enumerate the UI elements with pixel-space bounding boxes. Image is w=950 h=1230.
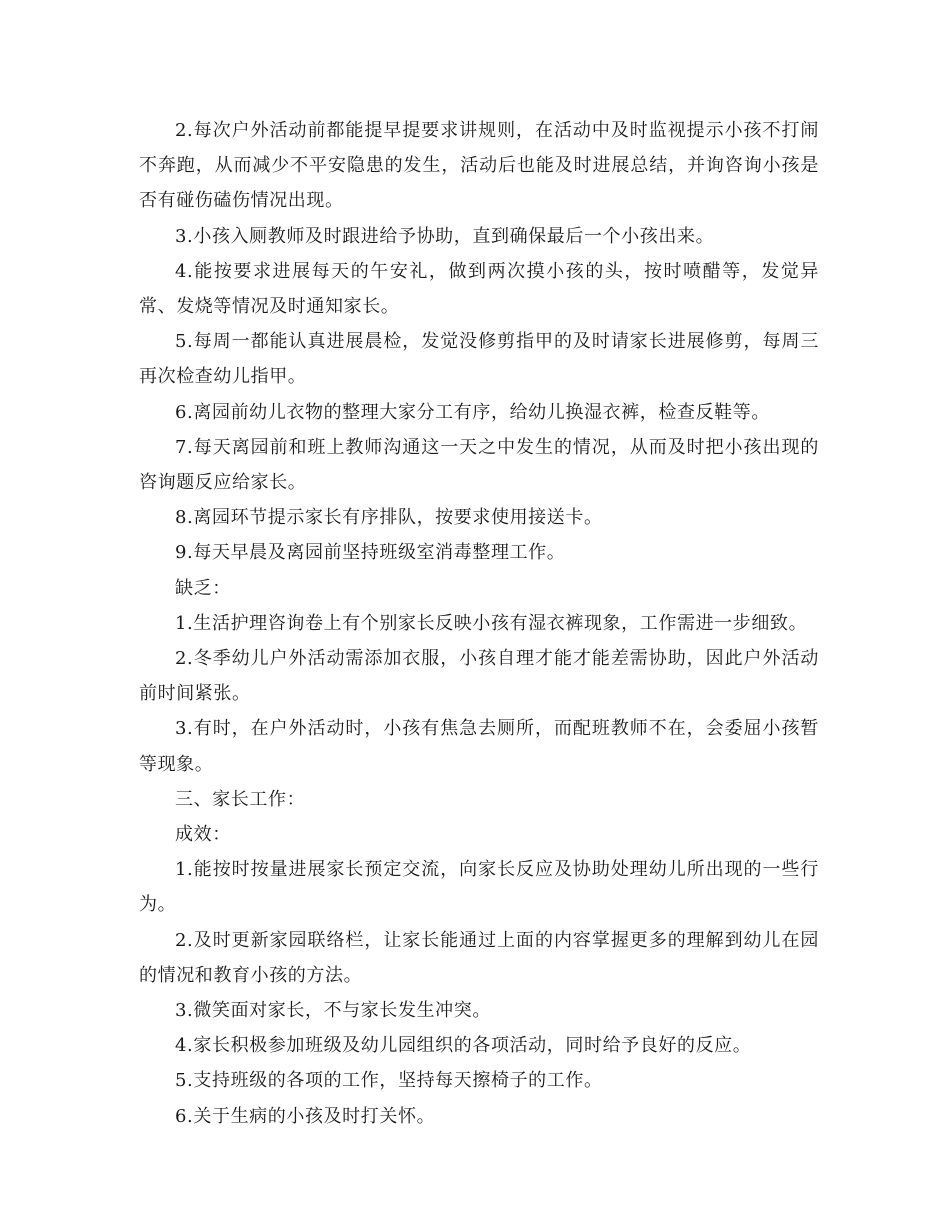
paragraph: 4.家长积极参加班级及幼儿园组织的各项活动，同时给予良好的反应。	[175, 1035, 752, 1057]
paragraph: 9.每天早晨及离园前坚持班级室消毒整理工作。	[175, 542, 566, 564]
paragraph: 3.有时，在户外活动时，小孩有焦急去厕所，而配班教师不在，会委屈小孩暂等现象。	[139, 718, 819, 775]
paragraph: 2.每次户外活动前都能提早提要求讲规则，在活动中及时监视提示小孩不打闹不奔跑，从而减少不平安隐患的发生，活动后也能及时进展总结，并询咨询小孩是否有碰伤磕伤情况出现。	[139, 120, 819, 212]
paragraph: 4.能按要求进展每天的午安礼，做到两次摸小孩的头，按时喷醋等，发觉异常、发烧等情况及时通知家长。	[139, 260, 819, 318]
paragraph: 2.及时更新家园联络栏，让家长能通过上面的内容掌握更多的理解到幼儿在园的情况和教育小孩的方法。	[139, 929, 819, 986]
section-label-deficiency: 缺乏：	[175, 577, 231, 599]
section-label-results: 成效：	[175, 824, 231, 846]
paragraph: 6.离园前幼儿衣物的整理大家分工有序，给幼儿换湿衣裤，检查反鞋等。	[175, 401, 770, 423]
paragraph: 5.每周一都能认真进展晨检，发觉没修剪指甲的及时请家长进展修剪，每周三再次检查幼儿指甲。	[139, 331, 819, 388]
paragraph: 1.生活护理咨询卷上有个别家长反映小孩有湿衣裤现象，工作需进一步细致。	[175, 612, 808, 634]
paragraph: 3.小孩入厕教师及时跟进给予协助，直到确保最后一个小孩出来。	[175, 225, 715, 247]
paragraph: 8.离园环节提示家长有序排队，按要求使用接送卡。	[175, 507, 603, 529]
paragraph: 3.微笑面对家长，不与家长发生冲突。	[175, 1000, 491, 1022]
paragraph: 5.支持班级的各项的工作，坚持每天擦椅子的工作。	[175, 1070, 603, 1092]
section-heading-parent-work: 三、家长工作：	[175, 788, 306, 810]
paragraph: 7.每天离园前和班上教师沟通这一天之中发生的情况，从而及时把小孩出现的咨询题反应给家长。	[139, 436, 819, 494]
paragraph: 6.关于生病的小孩及时打关怀。	[175, 1105, 436, 1127]
document-body	[139, 113, 819, 1134]
paragraph: 1.能按时按量进展家长预定交流，向家长反应及协助处理幼儿所出现的一些行为。	[139, 859, 819, 916]
paragraph: 2.冬季幼儿户外活动需添加衣服，小孩自理才能才能差需协助，因此户外活动前时间紧张。	[139, 648, 819, 705]
